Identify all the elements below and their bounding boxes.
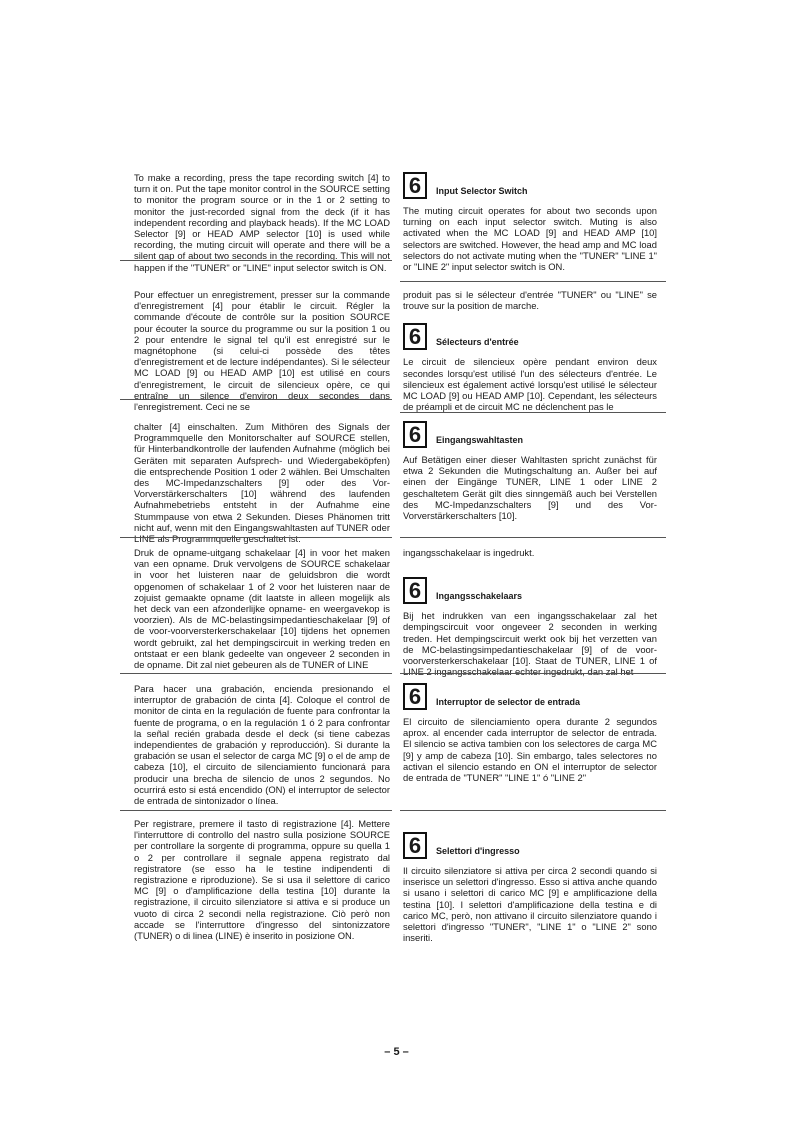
es-left-text: Para hacer una grabación, encienda presionando el interruptor de grabación de cinta [4]. Coloque el control de monitor de cinta en la regulación de fuente para confrontar la fuente de programa, o en la regulación 1 ó 2 para confrontar la señal recién grabada desde el deck (si tiene cabezas independientes de grabación y reproducción). Si durante la grabación se usan el selector de carga MC [9] o el de amp de cabeza [10], el circuito de silenciamiento funcionará para producir una brecha de silencio de unos 2 segundos. No ocurrirá esto si está encendido (ON) el interruptor de selector de entrada de sintonizador o línea.	[134, 683, 390, 807]
es-right-block	[403, 683, 657, 783]
fr-right-block	[403, 289, 657, 412]
section-number-box: 6	[403, 421, 427, 448]
section-number-box: 6	[403, 323, 427, 350]
nl-right-text: Bij het indrukken van een ingangsschakelaar zal het dempingscircuit voor ongeveer 2 seconden in werking treden. Het dempingscircuit werkt ook bij het verzetten van de MC-belastingsimpedantieschakelaar [9] of de voor-voorversterkerschakelaar [10]. Staat de TUNER, LINE 1 of LINE 2 ingangsschakelaar echter ingedrukt, dan zal het	[403, 610, 657, 678]
de-right-block	[403, 421, 657, 521]
nl-right-pre-text: ingangsschakelaar is ingedrukt.	[403, 547, 535, 558]
nl-right-block	[403, 547, 657, 677]
section-heading	[403, 323, 657, 350]
divider-right	[400, 412, 666, 413]
section-heading	[403, 421, 657, 448]
section-heading	[403, 172, 657, 199]
section-heading	[403, 577, 657, 604]
en-right-text: The muting circuit operates for about two seconds upon turning on each input selector switch. Muting is also activated when the MC LOAD [9] and HEAD AMP [10] selectors are switched. However, the head amp and MC load selectors do not activate muting when the "TUNER" "LINE 1" or "LINE 2" input selector switch is ON.	[403, 205, 657, 273]
fr-right-text: Le circuit de silencieux opère pendant environ deux secondes lorsqu'est utilisé l'un des sélecteurs d'entrée. Le silencieux est également activé lorsqu'est utilisé le sélecteur MC LOAD [9] ou HEAD AMP [10]. Cependant, les sélecteurs de préampli et de circuit MC ne déclenchent pas le	[403, 356, 657, 413]
section-number-box: 6	[403, 683, 427, 710]
section-title: Interruptor de selector de entrada	[436, 696, 581, 707]
de-left-text: chalter [4] einschalten. Zum Mithören des Signals der Programmquelle den Monitorschalter auf SOURCE stellen, für Hinterbandkontrolle der laufenden Aufnahme (möglich bei Geräten mit separaten Aufsprech- und Wiedergabeköpfen) die entsprechende Position 1 oder 2 wählen. Bei Umschalten des MC-Impedanzschalters [9] oder des Vor-Vorverstärkerschalters [10] während des laufenden Aufnahmebetriebs entsteht in der Aufnahme eine Stummpause von etwa 2 Sekunden. Dieses Phänomen tritt nicht auf, wenn mit den Eingangswahltasten auf TUNER oder LINE als Programmquelle geschaltet ist.	[134, 421, 390, 545]
it-right-text: Il circuito silenziatore si attiva per circa 2 secondi quando si inserisce un selettori d'ingresso. Esso si attiva anche quando si usano i selettori di carico MC [9] e amplificazione della testina [10]. I selettori d'amplificazione della testina e di carico MC, però, non attivano il circuito silenziatore quando i selettori d'ingresso "TUNER", "LINE 1" o "LINE 2" sono inseriti.	[403, 865, 657, 944]
de-right-text: Auf Betätigen einer dieser Wahltasten spricht zunächst für etwa 2 Sekunden die Mutingschaltung an. Außer bei auf einen der Eingänge TUNER, LINE 1 oder LINE 2 geschaltetem Gerät gilt dies sinngemäß auch bei Verstellen des MC-Impedanzschalters [9] und des Vor-Vorverstärkerschalters [10].	[403, 454, 657, 522]
nl-left-text: Druk de opname-uitgang schakelaar [4] in voor het maken van een opname. Druk vervolgens de SOURCE schakelaar in voor het luisteren naar de geluidsbron die wordt opgenomen of schakelaar 1 of 2 voor het luisteren naar de zojuist gemaakte opname (dit laatste in alleen mogelijk als het deck van een afzonderlijke opname- en weergavekop is voorzien). Als de MC-belastingsimpedantieschakelaar [9] of de voor-voorversterkerschakelaar [10] tijdens het opnemen wordt gebruikt, zal het dempingscircuit in werking treden en ontstaat er een blank gedeelte van ongeveer 2 seconden in de opname. Dit zal niet gebeuren als de TUNER of LINE	[134, 547, 390, 671]
section-number-box: 6	[403, 577, 427, 604]
section-title: Eingangswahltasten	[436, 434, 524, 445]
fr-left-text: Pour effectuer un enregistrement, presser sur la commande d'enregistrement [4] pour établir le circuit. Régler la commande d'écoute de contrôle sur la position SOURCE pour écouter la source du programme ou sur la position 1 ou 2 pour entendre le signal tel qu'il est enregistré sur le magnétophone (si celui-ci possède des têtes d'enregistrement et de lecture indépendantes). Si le sélecteur MC LOAD [9] ou HEAD AMP [10] est utilisé en cours d'enregistrement, le circuit de silencieux opère, ce qui entraîne un silence d'environ deux secondes dans l'enregistrement. Ceci ne se	[134, 289, 390, 413]
en-right-block	[403, 172, 657, 272]
section-number-box: 6	[403, 172, 427, 199]
en-left-text: To make a recording, press the tape recording switch [4] to turn it on. Put the tape monitor control in the SOURCE setting to monitor the program source or in the 1 or 2 setting to monitor the just-recorded signal from the deck (if it has independent recording and playback heads). If the MC LOAD Selector [9] or HEAD AMP selector [10] is used while recording, the muting circuit will operate and there will be a silent gap of about two seconds in the recording. This will not happen if the "TUNER" or "LINE" input selector switch is ON.	[134, 172, 390, 273]
divider-left	[120, 810, 392, 811]
divider-left	[120, 260, 392, 261]
divider-left	[120, 537, 392, 538]
divider-left	[120, 673, 392, 674]
divider-right	[400, 281, 666, 282]
it-right-block	[403, 832, 657, 943]
section-heading	[403, 683, 657, 710]
divider-right	[400, 673, 666, 674]
it-left-text: Per registrare, premere il tasto di registrazione [4]. Mettere l'interruttore di controllo del nastro sulla posizione SOURCE per controllare la sorgente di programma, oppure su quella 1 o 2 per controllare il segnale appena registrato dal registratore (se esso ha le testine indipendenti di registrazione e riproduzione). Se si usa il selettore di carico MC [9] o d'amplificazione della testina [10] durante la registrazione, il circuito silenziatore si attiva e si produce un vuoto di circa 2 secondi nella registrazione. Ciò però non accade se l'interruttore d'ingresso del sintonizzatore (TUNER) o di linea (LINE) è inserito in posizione ON.	[134, 818, 390, 942]
section-heading	[403, 832, 657, 859]
section-number-box: 6	[403, 832, 427, 859]
fr-right-pre-text: produit pas si le sélecteur d'entrée "TUNER" ou "LINE" se trouve sur la position de marche.	[403, 289, 657, 312]
section-title: Ingangsschakelaars	[436, 591, 523, 601]
divider-right	[400, 537, 666, 538]
section-title: Selettori d'ingresso	[436, 845, 520, 856]
page-number: – 5 –	[384, 1046, 409, 1058]
section-title: Sélecteurs d'entrée	[436, 337, 519, 348]
divider-left	[120, 399, 392, 400]
es-right-text: El circuito de silenciamiento opera durante 2 segundos aprox. al encender cada interruptor de selector de entrada. El silencio se activa tambien con los selectores de carga MC [9] y amp de cabeza [10]. Sin embargo, tales selectores no activan el silencio estando en ON el interruptor de selector de entrada de "TUNER" "LINE 1" ó "LINE 2"	[403, 716, 657, 784]
divider-right	[400, 810, 666, 811]
section-title: Input Selector Switch	[436, 185, 528, 196]
